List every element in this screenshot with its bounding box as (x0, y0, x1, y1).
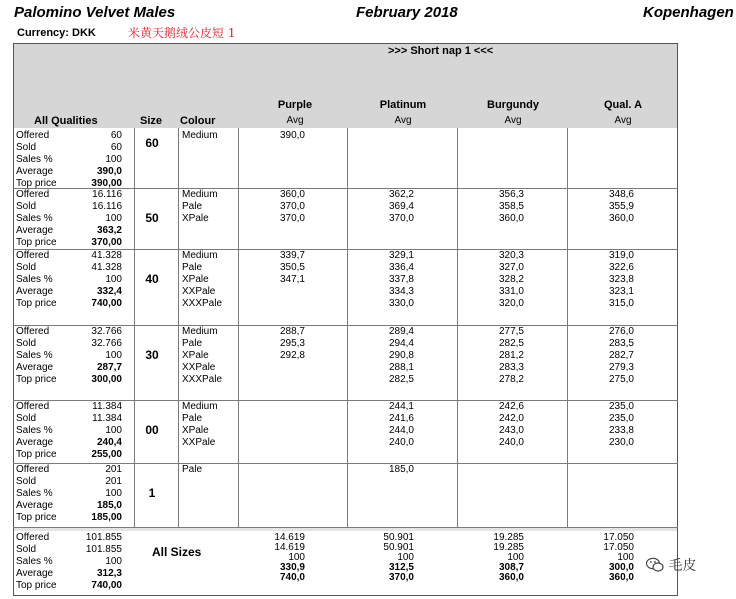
totals-value: 370,0 (388, 572, 414, 583)
stat-label: Sales % (16, 425, 53, 436)
totals-value: 100 (288, 552, 305, 563)
report-date: February 2018 (356, 4, 458, 21)
totals-value: 330,9 (279, 562, 305, 573)
size-label: 00 (145, 423, 159, 437)
stat-label: Top price (16, 449, 57, 460)
avg-value: 369,4 (388, 201, 414, 212)
stat-label: Sold (16, 476, 37, 487)
avg-value: 360,0 (498, 213, 524, 224)
avg-value: 360,0 (608, 213, 634, 224)
avg-value: 276,0 (608, 326, 634, 337)
stat-label: Sold (16, 338, 37, 349)
totals-value: 14.619 (274, 542, 305, 553)
stat-value: 100 (105, 213, 122, 224)
wechat-icon (646, 557, 664, 573)
stat-value: 287,7 (96, 362, 122, 373)
stat-value: 60 (110, 130, 122, 141)
stat-value: 60 (110, 142, 122, 153)
avg-value: 290,8 (388, 350, 414, 361)
avg-value: 283,5 (608, 338, 634, 349)
col-all-qualities: All Qualities (34, 115, 98, 127)
totals-stat-label: Sales % (16, 556, 53, 567)
colour-label: Pale (182, 464, 203, 475)
avg-value: 358,5 (498, 201, 524, 212)
avg-value: 355,9 (608, 201, 634, 212)
avg-value: 295,3 (279, 338, 305, 349)
stat-value: 390,00 (91, 178, 122, 189)
report-location: Kopenhagen (643, 4, 734, 21)
stat-label: Sales % (16, 154, 53, 165)
colour-label: Medium (182, 401, 218, 412)
col-platinum-avg: Avg (394, 115, 412, 126)
stat-label: Top price (16, 237, 57, 248)
avg-value: 329,1 (388, 250, 414, 261)
stat-label: Offered (16, 326, 50, 337)
stat-label: Sales % (16, 488, 53, 499)
chinese-caption: 米黄天鹅绒公皮短 1 (128, 26, 236, 40)
stat-label: Average (16, 362, 54, 373)
avg-value: 240,0 (498, 437, 524, 448)
avg-value: 292,8 (279, 350, 305, 361)
avg-value: 360,0 (279, 189, 305, 200)
totals-stat-label: Offered (16, 532, 50, 543)
stat-value: 41.328 (91, 262, 122, 273)
stat-value: 363,2 (96, 225, 122, 236)
totals-value: 360,0 (498, 572, 524, 583)
avg-value: 244,1 (388, 401, 414, 412)
col-platinum: Platinum (379, 99, 427, 111)
avg-value: 243,0 (498, 425, 524, 436)
colour-label: XPale (182, 213, 209, 224)
colour-label: Medium (182, 189, 218, 200)
avg-value: 281,2 (498, 350, 524, 361)
colour-label: XXPale (182, 437, 216, 448)
stat-label: Sold (16, 262, 37, 273)
stat-label: Top price (16, 178, 57, 189)
size-label: 1 (148, 486, 156, 500)
stat-label: Offered (16, 189, 50, 200)
stat-value: 201 (105, 476, 122, 487)
stat-label: Average (16, 166, 54, 177)
stat-label: Offered (16, 250, 50, 261)
totals-stat-value: 312,3 (96, 568, 122, 579)
totals-value: 100 (397, 552, 414, 563)
avg-value: 390,0 (279, 130, 305, 141)
stat-label: Sales % (16, 350, 53, 361)
stat-label: Offered (16, 464, 50, 475)
colour-label: Medium (182, 130, 218, 141)
stat-value: 185,00 (91, 512, 122, 523)
avg-value: 240,0 (388, 437, 414, 448)
avg-value: 320,0 (498, 298, 524, 309)
avg-value: 233,8 (608, 425, 634, 436)
avg-value: 323,8 (608, 274, 634, 285)
stat-label: Average (16, 225, 54, 236)
colour-label: XPale (182, 274, 209, 285)
stat-label: Average (16, 437, 54, 448)
avg-value: 235,0 (608, 401, 634, 412)
totals-value: 740,0 (279, 572, 305, 583)
stat-value: 240,4 (96, 437, 122, 448)
stat-label: Sold (16, 413, 37, 424)
stat-label: Average (16, 500, 54, 511)
avg-value: 278,2 (498, 374, 524, 385)
colour-label: Medium (182, 250, 218, 261)
currency-label: Currency: DKK (17, 27, 96, 39)
stat-value: 11.384 (92, 413, 122, 424)
stat-value: 185,0 (96, 500, 122, 511)
totals-value: 312,5 (388, 562, 414, 573)
totals-value: 100 (507, 552, 524, 563)
size-label: 50 (145, 211, 159, 225)
col-qual-a: Qual. A (603, 99, 643, 111)
stat-value: 32.766 (91, 326, 122, 337)
avg-value: 327,0 (498, 262, 524, 273)
avg-value: 334,3 (388, 286, 414, 297)
avg-value: 283,3 (498, 362, 524, 373)
totals-value: 300,0 (608, 562, 634, 573)
avg-value: 320,3 (498, 250, 524, 261)
avg-value: 289,4 (388, 326, 414, 337)
colour-label: XXPale (182, 362, 216, 373)
stat-value: 370,00 (91, 237, 122, 248)
totals-value: 50.901 (383, 532, 414, 543)
avg-value: 315,0 (608, 298, 634, 309)
stat-value: 255,00 (91, 449, 122, 460)
avg-value: 370,0 (388, 213, 414, 224)
avg-value: 241,6 (388, 413, 414, 424)
stat-label: Offered (16, 401, 50, 412)
stat-value: 41.328 (91, 250, 122, 261)
size-label: 40 (145, 272, 159, 286)
totals-stat-value: 740,00 (91, 580, 122, 591)
stat-value: 740,00 (91, 298, 122, 309)
avg-value: 337,8 (388, 274, 414, 285)
stat-value: 201 (105, 464, 122, 475)
stat-value: 16.116 (92, 189, 122, 200)
stat-label: Top price (16, 512, 57, 523)
stat-label: Sales % (16, 213, 53, 224)
avg-value: 275,0 (608, 374, 634, 385)
colour-label: XPale (182, 425, 209, 436)
avg-value: 277,5 (498, 326, 524, 337)
avg-value: 350,5 (279, 262, 305, 273)
stat-value: 300,00 (91, 374, 122, 385)
stat-value: 11.384 (92, 401, 122, 412)
stat-value: 100 (105, 154, 122, 165)
stat-value: 100 (105, 425, 122, 436)
stat-label: Top price (16, 298, 57, 309)
avg-value: 319,0 (608, 250, 634, 261)
stat-label: Offered (16, 130, 50, 141)
col-burgundy-avg: Avg (504, 115, 522, 126)
stat-value: 332,4 (96, 286, 122, 297)
stat-label: Sold (16, 142, 37, 153)
avg-value: 288,1 (388, 362, 414, 373)
avg-value: 242,6 (498, 401, 524, 412)
totals-stat-value: 101.855 (85, 544, 122, 555)
size-label: 30 (145, 348, 159, 362)
colour-label: XPale (182, 350, 209, 361)
stat-label: Sold (16, 201, 37, 212)
avg-value: 288,7 (279, 326, 305, 337)
avg-value: 370,0 (279, 201, 305, 212)
colour-label: Pale (182, 338, 203, 349)
stat-value: 390,0 (96, 166, 122, 177)
avg-value: 282,5 (498, 338, 524, 349)
row-divider (13, 527, 678, 528)
totals-value: 17.050 (603, 542, 634, 553)
totals-stat-label: Top price (16, 580, 57, 591)
stat-label: Top price (16, 374, 57, 385)
avg-value: 279,3 (608, 362, 634, 373)
colour-label: XXXPale (182, 298, 223, 309)
col-qual-a-avg: Avg (614, 115, 632, 126)
avg-value: 370,0 (279, 213, 305, 224)
colour-label: Pale (182, 262, 203, 273)
totals-value: 308,7 (498, 562, 524, 573)
totals-value: 100 (617, 552, 634, 563)
avg-value: 336,4 (388, 262, 414, 273)
report-title: Palomino Velvet Males (14, 4, 176, 21)
avg-value: 347,1 (279, 274, 305, 285)
totals-stat-label: Sold (16, 544, 37, 555)
totals-stat-value: 101.855 (85, 532, 122, 543)
totals-value: 17.050 (603, 532, 634, 543)
avg-value: 235,0 (608, 413, 634, 424)
totals-value: 14.619 (274, 532, 305, 543)
col-size: Size (140, 115, 163, 127)
avg-value: 185,0 (388, 464, 414, 475)
totals-stat-value: 100 (105, 556, 122, 567)
col-purple-avg: Avg (286, 115, 304, 126)
totals-value: 19.285 (493, 532, 524, 543)
colour-label: Medium (182, 326, 218, 337)
colour-label: Pale (182, 413, 203, 424)
avg-value: 242,0 (498, 413, 524, 424)
avg-value: 348,6 (608, 189, 634, 200)
colour-label: Pale (182, 201, 203, 212)
totals-value: 19.285 (493, 542, 524, 553)
avg-value: 330,0 (388, 298, 414, 309)
avg-value: 322,6 (608, 262, 634, 273)
watermark (646, 555, 696, 575)
col-purple: Purple (277, 99, 313, 111)
avg-value: 244,0 (388, 425, 414, 436)
watermark-text: 毛皮 (668, 557, 697, 573)
size-label: 60 (145, 136, 159, 150)
avg-value: 230,0 (608, 437, 634, 448)
col-burgundy: Burgundy (487, 99, 539, 111)
stat-value: 100 (105, 488, 122, 499)
avg-value: 362,2 (388, 189, 414, 200)
section-title: >>> Short nap 1 <<< (388, 45, 494, 57)
stat-value: 100 (105, 350, 122, 361)
avg-value: 294,4 (388, 338, 414, 349)
col-colour: Colour (180, 115, 216, 127)
stat-label: Average (16, 286, 54, 297)
all-sizes-label: All Sizes (152, 545, 202, 559)
colour-label: XXPale (182, 286, 216, 297)
totals-value: 360,0 (608, 572, 634, 583)
stat-label: Sales % (16, 274, 53, 285)
avg-value: 282,7 (608, 350, 634, 361)
avg-value: 282,5 (388, 374, 414, 385)
avg-value: 331,0 (498, 286, 524, 297)
totals-stat-label: Average (16, 568, 54, 579)
colour-label: XXXPale (182, 374, 223, 385)
avg-value: 356,3 (498, 189, 524, 200)
stat-value: 100 (105, 274, 122, 285)
avg-value: 328,2 (498, 274, 524, 285)
avg-value: 339,7 (279, 250, 305, 261)
stat-value: 16.116 (92, 201, 122, 212)
stat-value: 32.766 (91, 338, 122, 349)
totals-value: 50.901 (383, 542, 414, 553)
avg-value: 323,1 (608, 286, 634, 297)
